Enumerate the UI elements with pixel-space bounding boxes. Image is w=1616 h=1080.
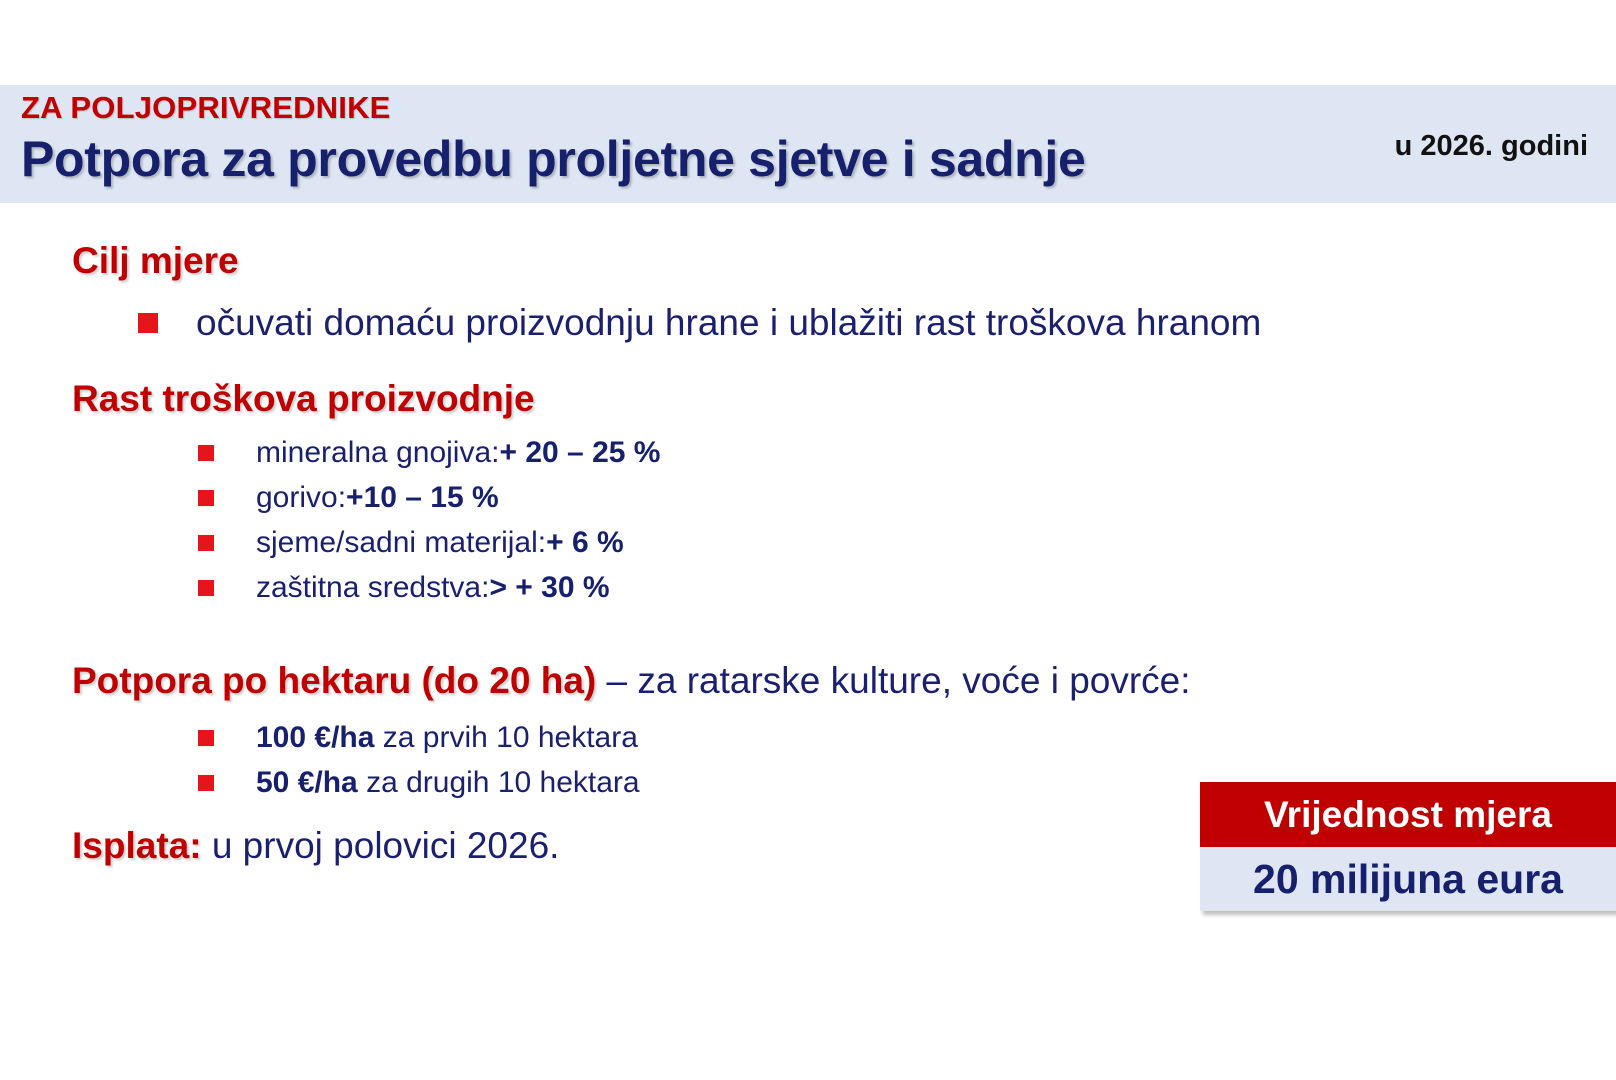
support-list <box>198 715 640 805</box>
cost-value: + 20 – 25 % <box>499 435 661 469</box>
support-value: 100 €/ha <box>256 720 375 754</box>
support-subtext: – za ratarske kulture, voće i povrće: <box>596 660 1191 701</box>
page-title: Potpora za provedbu proljetne sjetve i sadnje <box>21 131 1086 187</box>
list-item <box>198 565 660 610</box>
cost-value: + 6 % <box>546 525 624 559</box>
goal-text: očuvati domaću proizvodnju hrane i ublažiti rast troškova hranom <box>196 302 1262 343</box>
bullet-square-icon <box>198 490 214 506</box>
cost-label: zaštitna sredstva: <box>256 570 490 604</box>
year-note: u 2026. godini <box>1394 130 1588 162</box>
support-label: za drugih 10 hektara <box>357 765 640 799</box>
list-item <box>198 715 640 760</box>
list-item <box>198 475 660 520</box>
list-item <box>198 520 660 565</box>
bullet-square-icon <box>198 445 214 461</box>
value-box-amount: 20 milijuna eura <box>1200 847 1616 911</box>
cost-label: sjeme/sadni materijal: <box>256 525 547 559</box>
costs-heading: Rast troškova proizvodnje <box>72 378 535 419</box>
cost-label: mineralna gnojiva: <box>256 435 500 469</box>
support-line <box>72 660 1191 702</box>
goal-heading: Cilj mjere <box>72 240 239 281</box>
goal-row <box>138 302 1261 344</box>
costs-list <box>198 430 660 610</box>
payout-label: Isplata: <box>72 825 202 866</box>
list-item <box>198 760 640 805</box>
bullet-square-icon <box>198 535 214 551</box>
cost-label: gorivo: <box>256 480 347 514</box>
value-box-title: Vrijednost mjera <box>1200 782 1616 847</box>
cost-value: > + 30 % <box>489 570 610 604</box>
support-heading: Potpora po hektaru (do 20 ha) <box>72 660 597 701</box>
support-label: za prvih 10 hektara <box>374 720 638 754</box>
payout-text: u prvoj polovici 2026. <box>201 825 560 866</box>
list-item <box>198 430 660 475</box>
payout-line <box>72 825 559 867</box>
cost-value: +10 – 15 % <box>346 480 499 514</box>
bullet-square-icon <box>138 313 158 333</box>
support-value: 50 €/ha <box>256 765 358 799</box>
header-kicker: ZA POLJOPRIVREDNIKE <box>21 90 391 125</box>
bullet-square-icon <box>198 775 214 791</box>
value-box <box>1200 782 1616 911</box>
bullet-square-icon <box>198 730 214 746</box>
bullet-square-icon <box>198 580 214 596</box>
